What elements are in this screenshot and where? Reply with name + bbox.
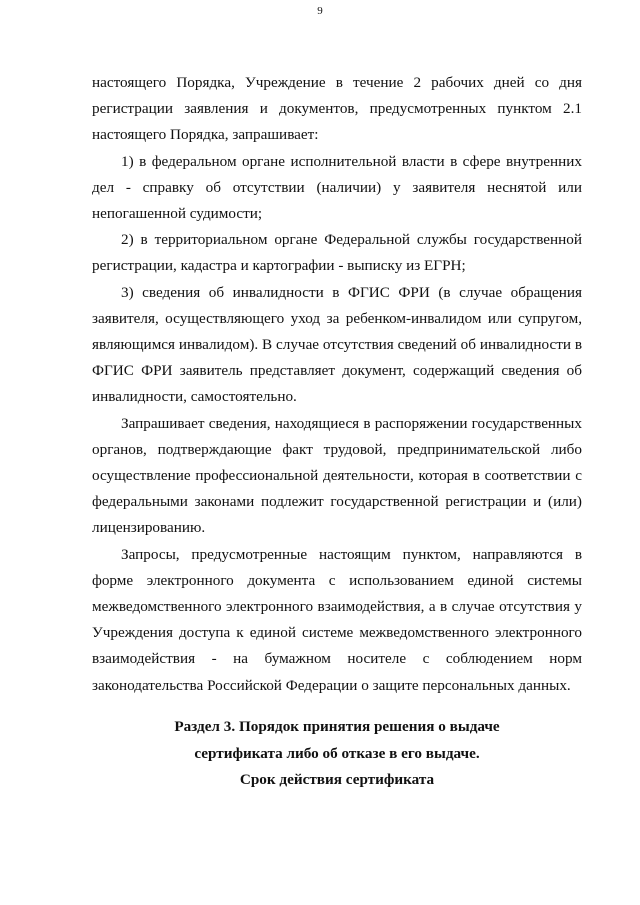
- paragraph-item-2: 2) в территориальном органе Федеральной службы государственной регистрации, кадастра и картографии - выписку из ЕГРН;: [92, 231, 582, 275]
- section-heading-line-1: Раздел 3. Порядок принятия решения о выдаче: [174, 718, 500, 735]
- section-heading-line-3: Срок действия сертификата: [239, 771, 435, 788]
- paragraph-item-1: 1) в федеральном органе исполнительной власти в сфере внутренних дел - справку об отсутствии (наличии) у заявителя неснятой или непогашенной судимости;: [92, 152, 582, 223]
- paragraph-item-3: 3) сведения об инвалидности в ФГИС ФРИ (в случае обращения заявителя, осуществляющего уход за ребенком-инвалидом или супругом, являющимся инвалидом). В случае отсутствия сведений об инвалидности в ФГИС ФРИ заявитель представляет документ, содержащий сведения об инвалидности, самостоятельно.: [92, 283, 582, 406]
- paragraph-requests-info: Запрашивает сведения, находящиеся в распоряжении государственных органов, подтверждающие факт трудовой, предпринимательской либо осуществление профессиональной деятельности, которая в соответствии с федеральными законами подлежит государственной регистрации и (или) лицензированию.: [92, 414, 582, 537]
- document-body: [92, 70, 582, 699]
- paragraph-requests-form: Запросы, предусмотренные настоящим пунктом, направляются в форме электронного документа с использованием единой системы межведомственного электронного взаимодействия, а в случае отсутствия у Учреждения доступа к единой системе межведомственного электронного взаимодействия - на бумажном носителе с соблюдением норм законодательства Российской Федерации о защите персональных данных.: [92, 545, 582, 694]
- section-heading: [92, 714, 582, 794]
- paragraph-continuation: настоящего Порядка, Учреждение в течение 2 рабочих дней со дня регистрации заявления и документов, предусмотренных пунктом 2.1 настоящего Порядка, запрашивает:: [92, 74, 582, 144]
- page-number: 9: [317, 5, 323, 17]
- section-heading-line-2: сертификата либо об отказе в его выдаче.: [194, 744, 480, 762]
